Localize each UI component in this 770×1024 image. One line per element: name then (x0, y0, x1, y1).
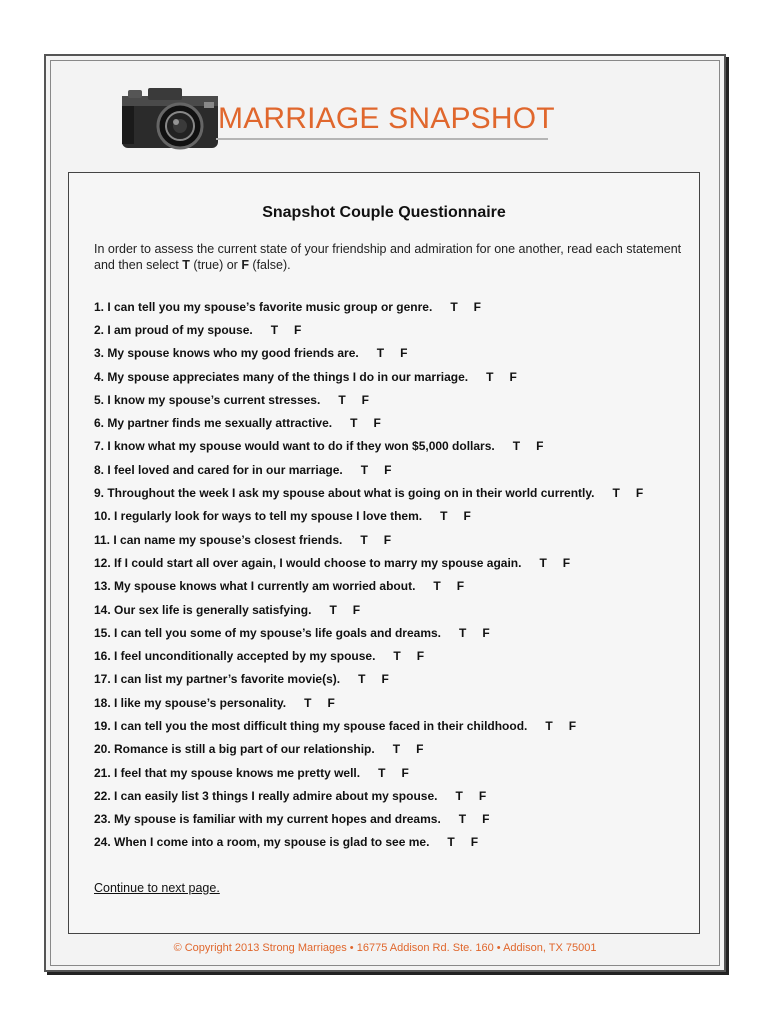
true-option[interactable]: T (433, 579, 441, 594)
false-option[interactable]: F (482, 812, 490, 827)
false-option[interactable]: F (416, 742, 424, 757)
question-text: 8. I feel loved and cared for in our marriage. (94, 462, 343, 477)
question-text: 20. Romance is still a big part of our relationship. (94, 742, 375, 757)
intro-false-word: (false). (248, 258, 291, 272)
question-item (94, 668, 694, 691)
copyright-footer: © Copyright 2013 Strong Marriages • 16775 Addison Rd. Ste. 160 • Addison, TX 75001 (173, 942, 597, 954)
true-option[interactable]: T (358, 672, 366, 687)
continue-link[interactable]: Continue to next page. (94, 881, 220, 895)
intro-false-letter: F (241, 258, 249, 272)
question-item (94, 621, 694, 644)
false-option[interactable]: F (509, 369, 517, 384)
true-option[interactable]: T (512, 439, 521, 454)
question-text: 14. Our sex life is generally satisfying. (94, 602, 312, 617)
true-option[interactable]: T (459, 625, 467, 640)
question-text: 16. I feel unconditionally accepted by my spouse. (94, 649, 376, 664)
true-option[interactable]: T (304, 695, 312, 710)
true-option[interactable]: T (393, 649, 401, 664)
false-option[interactable]: F (352, 602, 361, 617)
false-option[interactable]: F (562, 555, 571, 570)
false-option[interactable]: F (536, 439, 544, 454)
question-text: 5. I know my spouse’s current stresses. (94, 392, 321, 407)
question-item (94, 388, 694, 411)
false-option[interactable]: F (456, 579, 465, 594)
question-item (94, 808, 694, 831)
question-text: 6. My partner finds me sexually attractive. (94, 416, 333, 431)
false-option[interactable]: F (463, 509, 471, 524)
page-frame (44, 54, 726, 972)
question-item (94, 644, 694, 667)
true-option[interactable]: T (329, 602, 337, 617)
true-option[interactable]: T (378, 765, 386, 780)
question-list (94, 295, 694, 854)
question-item (94, 598, 694, 621)
question-text: 12. If I could start all over again, I would choose to marry my spouse again. (94, 555, 522, 570)
false-option[interactable]: F (361, 392, 370, 407)
false-option[interactable]: F (416, 649, 425, 664)
true-option[interactable]: T (612, 486, 620, 501)
question-text: 15. I can tell you some of my spouse’s life goals and dreams. (94, 625, 442, 640)
false-option[interactable]: F (635, 486, 644, 501)
question-item (94, 831, 694, 854)
false-option[interactable]: F (473, 299, 482, 314)
true-option[interactable]: T (270, 322, 279, 337)
question-item (94, 435, 694, 458)
question-text: 18. I like my spouse’s personality. (94, 695, 287, 710)
false-option[interactable]: F (470, 835, 479, 850)
camera-icon (118, 82, 228, 154)
question-item (94, 505, 694, 528)
false-option[interactable]: F (327, 695, 335, 710)
question-text: 17. I can list my partner’s favorite movie(s). (94, 672, 341, 687)
true-option[interactable]: T (350, 416, 358, 431)
question-text: 22. I can easily list 3 things I really admire about my spouse. (94, 788, 438, 803)
question-item (94, 761, 694, 784)
question-text: 24. When I come into a room, my spouse is glad to see me. (94, 835, 430, 850)
questionnaire-heading: Snapshot Couple Questionnaire (262, 204, 506, 221)
question-text: 9. Throughout the week I ask my spouse about what is going on in their world currently. (94, 486, 595, 501)
true-option[interactable]: T (440, 509, 448, 524)
intro-true-letter: T (182, 258, 190, 272)
question-item (94, 714, 694, 737)
question-item (94, 342, 694, 365)
true-option[interactable]: T (545, 718, 553, 733)
question-text: 3. My spouse knows who my good friends are. (94, 346, 359, 361)
false-option[interactable]: F (401, 765, 409, 780)
question-text: 10. I regularly look for ways to tell my spouse I love them. (94, 509, 423, 524)
question-text: 19. I can tell you the most difficult thing my spouse faced in their childhood. (94, 718, 528, 733)
true-option[interactable]: T (447, 835, 455, 850)
question-item (94, 365, 694, 388)
question-item (94, 738, 694, 761)
question-text: 2. I am proud of my spouse. (94, 322, 253, 337)
false-option[interactable]: F (478, 788, 487, 803)
intro-true-word: (true) or (189, 258, 242, 272)
question-text: 21. I feel that my spouse knows me pretty well. (94, 765, 361, 780)
question-item (94, 528, 694, 551)
false-option[interactable]: F (384, 462, 392, 477)
true-option[interactable]: T (392, 742, 401, 757)
false-option[interactable]: F (568, 718, 577, 733)
true-option[interactable]: T (458, 812, 467, 827)
question-item (94, 691, 694, 714)
questionnaire-panel (68, 172, 700, 934)
question-text: 1. I can tell you my spouse’s favorite music group or genre. (94, 299, 433, 314)
true-option[interactable]: T (338, 392, 346, 407)
question-item (94, 481, 694, 504)
true-option[interactable]: T (486, 369, 494, 384)
question-text: 11. I can name my spouse’s closest friends. (94, 532, 343, 547)
question-item (94, 458, 694, 481)
question-item (94, 575, 694, 598)
false-option[interactable]: F (294, 322, 302, 337)
true-option[interactable]: T (539, 555, 547, 570)
page-title: MARRIAGE SNAPSHOT (218, 102, 555, 135)
question-item (94, 411, 694, 434)
false-option[interactable]: F (400, 346, 408, 361)
question-text: 13. My spouse knows what I currently am worried about. (94, 579, 416, 594)
question-item (94, 318, 694, 341)
true-option[interactable]: T (360, 462, 369, 477)
question-text: 23. My spouse is familiar with my current hopes and dreams. (94, 812, 441, 827)
question-text: 7. I know what my spouse would want to do if they won $5,000 dollars. (94, 439, 495, 454)
false-option[interactable]: F (383, 532, 392, 547)
true-option[interactable]: T (450, 299, 458, 314)
question-text: 4. My spouse appreciates many of the things I do in our marriage. (94, 369, 469, 384)
true-option[interactable]: T (360, 532, 368, 547)
true-option[interactable]: T (455, 788, 463, 803)
intro-text-body: In order to assess the current state of your friendship and admiration for one another, read each statement and then select (94, 242, 682, 272)
question-item (94, 551, 694, 574)
false-option[interactable]: F (482, 625, 490, 640)
intro-text (94, 241, 684, 273)
false-option[interactable]: F (381, 672, 389, 687)
true-option[interactable]: T (376, 346, 385, 361)
question-item (94, 784, 694, 807)
question-item (94, 295, 694, 318)
title-underline (216, 138, 548, 140)
false-option[interactable]: F (373, 416, 381, 431)
